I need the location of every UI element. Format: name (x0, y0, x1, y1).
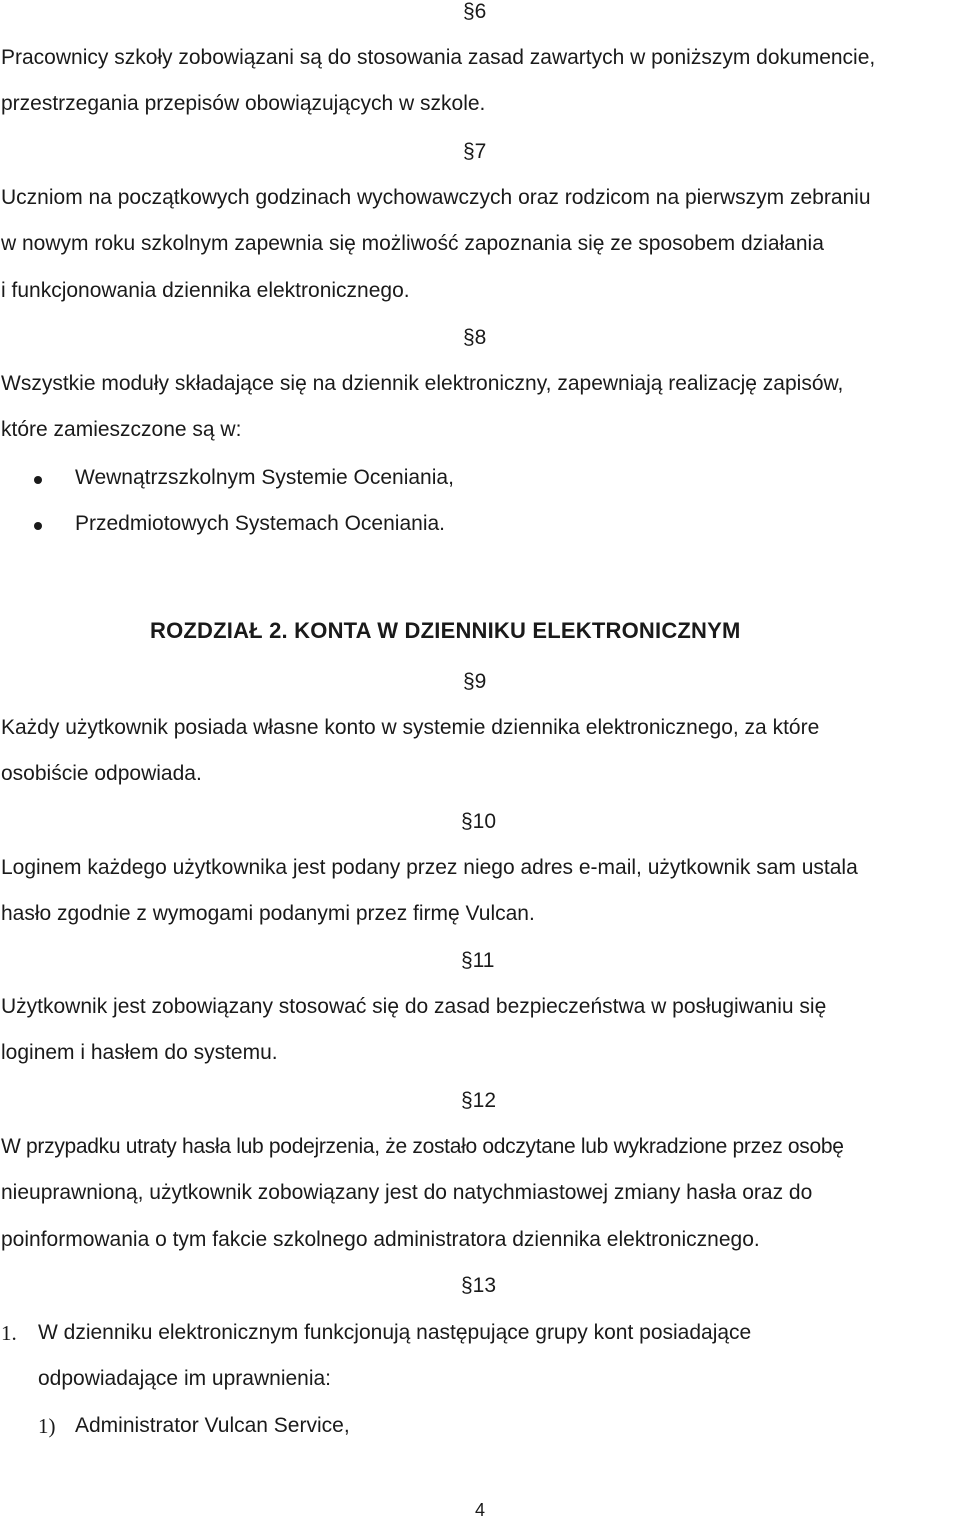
section-8-line-2: które zamieszczone są w: (1, 418, 242, 441)
section-7-line-3: i funkcjonowania dziennika elektronicznego. (1, 279, 410, 302)
bullet-item-1: Wewnątrzszkolnym Systemie Oceniania, (75, 466, 454, 489)
section-9-heading: §9 (463, 670, 487, 693)
sub-item-number: 1) (38, 1414, 56, 1438)
sub-item-text: Administrator Vulcan Service, (75, 1414, 350, 1437)
section-6-heading: §6 (463, 0, 487, 23)
section-12-line-2: nieuprawnioną, użytkownik zobowiązany jest do natychmiastowej zmiany hasła oraz do (1, 1181, 813, 1204)
bullet-item-2: Przedmiotowych Systemach Oceniania. (75, 512, 445, 535)
section-8-line-1: Wszystkie moduły składające się na dziennik elektroniczny, zapewniają realizację zapisów, (1, 372, 844, 395)
section-11-line-1: Użytkownik jest zobowiązany stosować się do zasad bezpieczeństwa w posługiwaniu się (1, 995, 827, 1018)
bullet-dot-2 (34, 522, 42, 530)
bullet-dot-1 (34, 476, 42, 484)
section-12-line-3: poinformowania o tym fakcie szkolnego administratora dziennika elektronicznego. (1, 1228, 760, 1251)
page-number: 4 (475, 1500, 486, 1520)
section-10-heading: §10 (461, 810, 497, 833)
section-11-line-2: loginem i hasłem do systemu. (1, 1041, 278, 1064)
section-11-heading: §11 (461, 949, 495, 972)
list-item-number: 1. (1, 1321, 17, 1345)
section-8-heading: §8 (463, 326, 487, 349)
section-9-line-2: osobiście odpowiada. (1, 762, 202, 785)
section-10-line-1: Loginem każdego użytkownika jest podany przez niego adres e-mail, użytkownik sam ustala (1, 856, 858, 879)
section-6-line-1: Pracownicy szkoły zobowiązani są do stosowania zasad zawartych w poniższym dokumencie, (1, 46, 876, 69)
section-12-heading: §12 (461, 1089, 497, 1112)
section-10-line-2: hasło zgodnie z wymogami podanymi przez firmę Vulcan. (1, 902, 535, 925)
list-item-line-2: odpowiadające im uprawnienia: (38, 1367, 332, 1390)
section-13-heading: §13 (461, 1274, 497, 1297)
section-6-line-2: przestrzegania przepisów obowiązujących w szkole. (1, 92, 486, 115)
list-item-line-1: W dzienniku elektronicznym funkcjonują następujące grupy kont posiadające (38, 1321, 752, 1344)
chapter-heading: ROZDZIAŁ 2. KONTA W DZIENNIKU ELEKTRONICZNYM (150, 618, 741, 643)
section-7-line-1: Uczniom na początkowych godzinach wychowawczych oraz rodzicom na pierwszym zebraniu (1, 186, 871, 209)
section-7-heading: §7 (463, 140, 487, 163)
section-9-line-1: Każdy użytkownik posiada własne konto w systemie dziennika elektronicznego, za które (1, 716, 820, 739)
section-12-line-1: W przypadku utraty hasła lub podejrzenia, że zostało odczytane lub wykradzione przez osobę (1, 1135, 844, 1158)
section-7-line-2: w nowym roku szkolnym zapewnia się możliwość zapoznania się ze sposobem działania (1, 232, 824, 255)
